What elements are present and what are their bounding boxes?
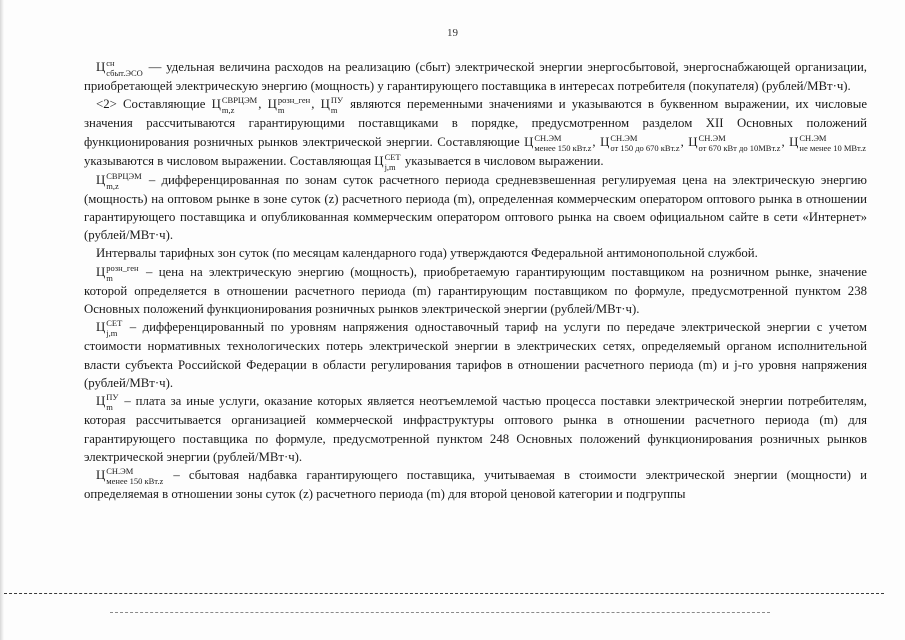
page-number: 19 [447,27,458,39]
paragraph-set-definition: Ц СЕТ j,m – дифференцированный по уровням напряжения одноставочный тариф на услуги по передаче электрической энергии с учетом стоимости нормативных технологических потерь электрической энергии в электрических сетях, определяемый органом исполнительной власти субъекта Российской Федерации в области регулирования тарифов в отношении расчетного периода (m) и j-го уровня напряжения (рублей/МВт·ч). [84,318,867,390]
paragraph-sbyt-eso: Ц сн сбыт.ЭСО — удельная величина расходов на реализацию (сбыт) электрической энергии энергосбытовой, энергоснабжающей организации, приобретающей электрическую энергию (мощность) у гарантирующего поставщика в интересах потребителя (покупателя) (рублей/МВт·ч). [84,58,867,93]
paragraph-svrcem-definition: Ц СВРЦЭМ m,z – дифференцированная по зонам суток расчетного периода средневзвешенная регулируемая цена на электрическую энергию (мощность) на оптовом рынке в зоне суток (z) расчетного периода (m), определенная коммерческим оператором оптового рынка в отношении гарантирующего поставщика и опубликованная коммерческим оператором оптового рынка на своем официальном сайте в сети «Интернет» (рублей/МВт·ч). [84,170,867,243]
paragraph-sn-em-definition: Ц СН.ЭМ менее 150 кВт.z – сбытовая надбавка гарантирующего поставщика, учитываемая в стоимости электрической энергии (мощности) и определяемая в отношении зоны суток (z) расчетного периода (m) для второй ценовой категории и подгруппы [84,466,867,502]
paragraph-pu-definition: Ц ПУ m – плата за иные услуги, оказание которых является неотъемлемой частью процесса поставки электрической энергии потребителям, которая рассчитывается организацией коммерческой инфраструктуры оптового рынка в отношении расчетного периода (m) для гарантирующего поставщика по формуле, предусмотренной пунктом 248 Основных положений функционирования розничных рынков электрической энергии (рублей/МВт·ч). [84,392,867,464]
paragraph-tariff-zones: Интервалы тарифных зон суток (по месяцам календарного года) утверждаются Федеральной антимонопольной службой. [96,246,758,261]
footnote-2-components: <2> Составляющие Ц СВРЦЭМ m,z , Ц розн_ген m , Ц ПУ m являются переменными значениями и указываются в буквенном выражении, их числовые значения рассчитываются гарантирующими поставщиками в порядке, предусмотренном разделом XII Основных положений функционирования розничных рынков электрической энергии. Составляющие Ц СН.ЭМ менее 150 кВт.z , Ц СН.ЭМ от 150 до 670 кВт.z , Ц СН.ЭМ от 670 кВт до 10МВт.z , Ц СН.ЭМ не менее 10 МВт.z указываются в числовом выражении. Составляющая Ц СЕТ j,m указывается в числовом выражении. [84,95,868,172]
page-cut-dashed-line [4,593,884,594]
scan-edge-shadow [0,0,4,640]
page-cut-secondary-line [110,612,770,613]
paragraph-rozn-gen-definition: Ц розн_ген m – цена на электрическую энергию (мощность), приобретаемую гарантирующим поставщиком на розничном рынке, значение которой определяется в отношении расчетного периода (m) гарантирующим поставщиком по формуле, предусмотренной пунктом 238 Основных положений функционирования розничных рынков электрической энергии (рублей/МВт·ч). [84,262,867,317]
document-body [84,58,867,503]
